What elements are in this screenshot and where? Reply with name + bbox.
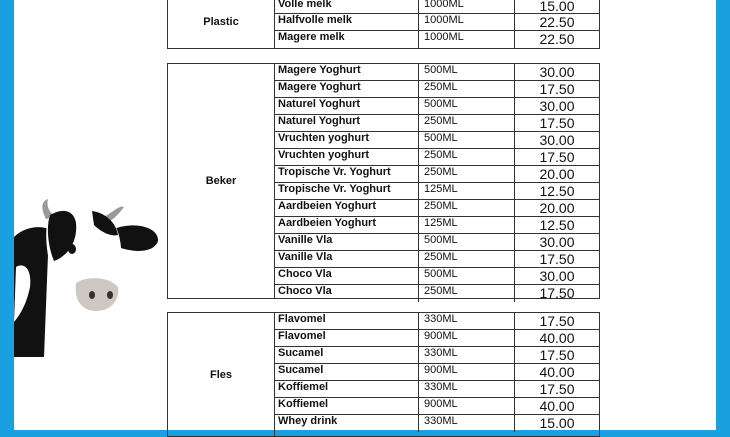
table-row [274,268,599,285]
product-name: Aardbeien Yoghurt [274,200,419,216]
product-size: 500ML [419,64,515,80]
product-name: Tropische Vr. Yoghurt [274,183,419,199]
product-price: 12.50 [539,183,575,199]
product-price: 30.00 [539,64,575,80]
group-rows [274,313,599,432]
table-row [274,217,599,234]
product-name: Vruchten yoghurt [274,149,419,165]
table-row [274,364,599,381]
product-size: 1000ML [419,0,515,13]
product-size: 125ML [419,217,515,233]
product-price: 15.00 [539,415,575,431]
table-row [274,64,599,81]
table-row [274,234,599,251]
product-price: 17.50 [539,313,575,329]
product-name: Halfvolle melk [274,14,419,30]
product-price: 17.50 [539,149,575,165]
product-price: 20.00 [539,200,575,216]
product-size: 1000ML [419,14,515,30]
product-size: 900ML [419,398,515,414]
product-name: Aardbeien Yoghurt [274,217,419,233]
product-name: Flavomel [274,330,419,346]
product-size: 330ML [419,313,515,329]
product-size: 500ML [419,98,515,114]
product-name: Magere Yoghurt [274,64,419,80]
group-beker [167,63,600,299]
product-price: 17.50 [539,347,575,363]
product-name: Vanille Vla [274,251,419,267]
product-price: 30.00 [539,132,575,148]
product-size: 500ML [419,234,515,250]
table-row [274,398,599,415]
price-sheet [14,0,716,430]
product-size: 250ML [419,115,515,131]
product-price: 17.50 [539,381,575,397]
product-price: 17.50 [539,285,575,301]
product-price: 17.50 [539,115,575,131]
table-row [274,330,599,347]
table-row [274,381,599,398]
product-size: 250ML [419,200,515,216]
product-name: Naturel Yoghurt [274,115,419,131]
group-name: Beker [168,64,275,298]
table-row [274,98,599,115]
product-price: 30.00 [539,98,575,114]
product-name: Koffiemel [274,381,419,397]
group-rows [274,0,599,48]
table-row [274,149,599,166]
table-row [274,347,599,364]
product-price: 12.50 [539,217,575,233]
product-price: 17.50 [539,251,575,267]
table-row [274,251,599,268]
table-row [274,132,599,149]
table-row [274,200,599,217]
table-row [274,313,599,330]
product-size: 500ML [419,268,515,284]
product-size: 330ML [419,415,515,432]
product-name: Koffiemel [274,398,419,414]
product-name: Sucamel [274,347,419,363]
product-size: 250ML [419,166,515,182]
product-name: Choco Vla [274,268,419,284]
table-row [274,0,599,14]
group-plastic [167,0,600,49]
table-row [274,115,599,132]
table-row [274,415,599,432]
table-row [274,14,599,31]
product-price: 30.00 [539,234,575,250]
product-name: Magere melk [274,31,419,48]
product-name: Whey drink [274,415,419,432]
table-row [274,166,599,183]
product-size: 900ML [419,364,515,380]
product-name: Naturel Yoghurt [274,98,419,114]
group-rows [274,64,599,302]
product-size: 330ML [419,381,515,397]
product-size: 250ML [419,81,515,97]
product-name: Flavomel [274,313,419,329]
product-size: 1000ML [419,31,515,48]
product-price: 30.00 [539,268,575,284]
table-row [274,81,599,98]
product-size: 250ML [419,285,515,302]
product-size: 330ML [419,347,515,363]
product-price: 40.00 [539,398,575,414]
product-size: 250ML [419,149,515,165]
product-name: Vanille Vla [274,234,419,250]
product-name: Magere Yoghurt [274,81,419,97]
product-size: 125ML [419,183,515,199]
product-name: Vruchten yoghurt [274,132,419,148]
group-name: Plastic [168,0,275,48]
product-price: 20.00 [539,166,575,182]
product-price: 22.50 [539,31,575,47]
table-row [274,31,599,48]
table-row [274,285,599,302]
product-size: 250ML [419,251,515,267]
product-price: 40.00 [539,330,575,346]
cow-illustration [14,197,164,357]
product-name: Volle melk [274,0,419,13]
product-name: Choco Vla [274,285,419,302]
cow-eye [68,244,76,254]
group-name: Fles [168,313,275,436]
product-name: Tropische Vr. Yoghurt [274,166,419,182]
product-price: 17.50 [539,81,575,97]
product-price: 22.50 [539,14,575,30]
cow-nostril [89,291,95,299]
product-size: 900ML [419,330,515,346]
group-fles [167,312,600,437]
table-row [274,183,599,200]
product-name: Sucamel [274,364,419,380]
cow-nostril [107,291,113,299]
product-price: 15.00 [539,0,575,14]
product-price: 40.00 [539,364,575,380]
product-size: 500ML [419,132,515,148]
